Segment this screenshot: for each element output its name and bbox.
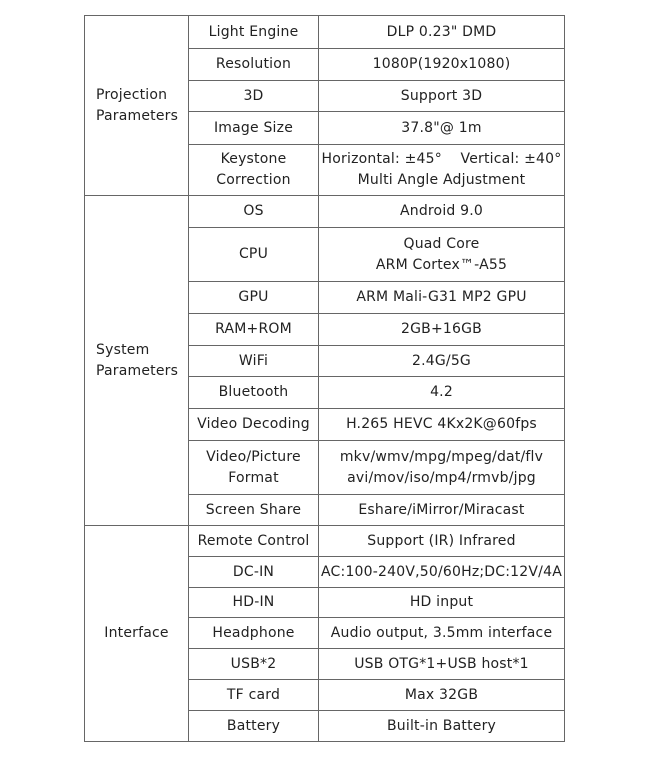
param-line: Correction — [216, 172, 291, 188]
param-battery: Battery — [189, 711, 319, 742]
param-os: OS — [189, 196, 319, 228]
param-dc-in: DC-IN — [189, 557, 319, 588]
param-keystone-correction — [189, 145, 319, 196]
table-row — [85, 16, 565, 49]
param-hd-in: HD-IN — [189, 588, 319, 618]
section-title-line: System — [96, 341, 150, 358]
value-3d: Support 3D — [319, 81, 565, 112]
param-cpu: CPU — [189, 228, 319, 282]
param-line: Keystone — [220, 151, 287, 167]
value-hd-in: HD input — [319, 588, 565, 618]
section-title-line: Interface — [104, 625, 169, 641]
param-resolution: Resolution — [189, 49, 319, 81]
value-tf-card: Max 32GB — [319, 680, 565, 711]
value-line: Multi Angle Adjustment — [357, 172, 526, 188]
value-battery: Built-in Battery — [319, 711, 565, 742]
value-gpu: ARM Mali-G31 MP2 GPU — [319, 282, 565, 314]
section-label-system — [85, 196, 189, 526]
param-image-size: Image Size — [189, 112, 319, 145]
param-ram-rom: RAM+ROM — [189, 314, 319, 346]
param-line: Format — [228, 469, 279, 486]
spec-table — [84, 15, 565, 742]
param-bluetooth: Bluetooth — [189, 377, 319, 409]
section-title-line: Parameters — [96, 362, 179, 379]
value-cpu — [319, 228, 565, 282]
param-usb: USB*2 — [189, 649, 319, 680]
spec-table-body — [85, 16, 565, 742]
value-resolution: 1080P(1920x1080) — [319, 49, 565, 81]
param-3d: 3D — [189, 81, 319, 112]
param-headphone: Headphone — [189, 618, 319, 649]
section-title-line: Parameters — [96, 107, 179, 124]
value-dc-in: AC:100-240V,50/60Hz;DC:12V/4A — [319, 557, 565, 588]
table-row — [85, 196, 565, 228]
value-light-engine: DLP 0.23" DMD — [319, 16, 565, 49]
value-video-picture-format — [319, 441, 565, 495]
value-keystone-correction — [319, 145, 565, 196]
value-bluetooth: 4.2 — [319, 377, 565, 409]
param-remote-control: Remote Control — [189, 526, 319, 557]
value-wifi: 2.4G/5G — [319, 346, 565, 377]
param-tf-card: TF card — [189, 680, 319, 711]
param-line: Video/Picture — [206, 448, 301, 465]
param-video-picture-format — [189, 441, 319, 495]
value-line: Horizontal: ±45° Vertical: ±40° — [321, 151, 562, 167]
value-image-size: 37.8"@ 1m — [319, 112, 565, 145]
value-line: ARM Cortex™-A55 — [375, 256, 508, 273]
param-wifi: WiFi — [189, 346, 319, 377]
value-headphone: Audio output, 3.5mm interface — [319, 618, 565, 649]
param-gpu: GPU — [189, 282, 319, 314]
param-light-engine: Light Engine — [189, 16, 319, 49]
param-screen-share: Screen Share — [189, 495, 319, 526]
value-ram-rom: 2GB+16GB — [319, 314, 565, 346]
value-usb: USB OTG*1+USB host*1 — [319, 649, 565, 680]
value-screen-share: Eshare/iMirror/Miracast — [319, 495, 565, 526]
value-os: Android 9.0 — [319, 196, 565, 228]
value-remote-control: Support (IR) Infrared — [319, 526, 565, 557]
value-line: Quad Core — [403, 235, 480, 252]
section-title-line: Projection — [96, 86, 168, 103]
value-video-decoding: H.265 HEVC 4Kx2K@60fps — [319, 409, 565, 441]
value-line: avi/mov/iso/mp4/rmvb/jpg — [347, 469, 536, 486]
value-line: mkv/wmv/mpg/mpeg/dat/flv — [339, 448, 544, 465]
table-row — [85, 526, 565, 557]
section-label-interface — [85, 526, 189, 742]
section-label-projection — [85, 16, 189, 196]
param-video-decoding: Video Decoding — [189, 409, 319, 441]
